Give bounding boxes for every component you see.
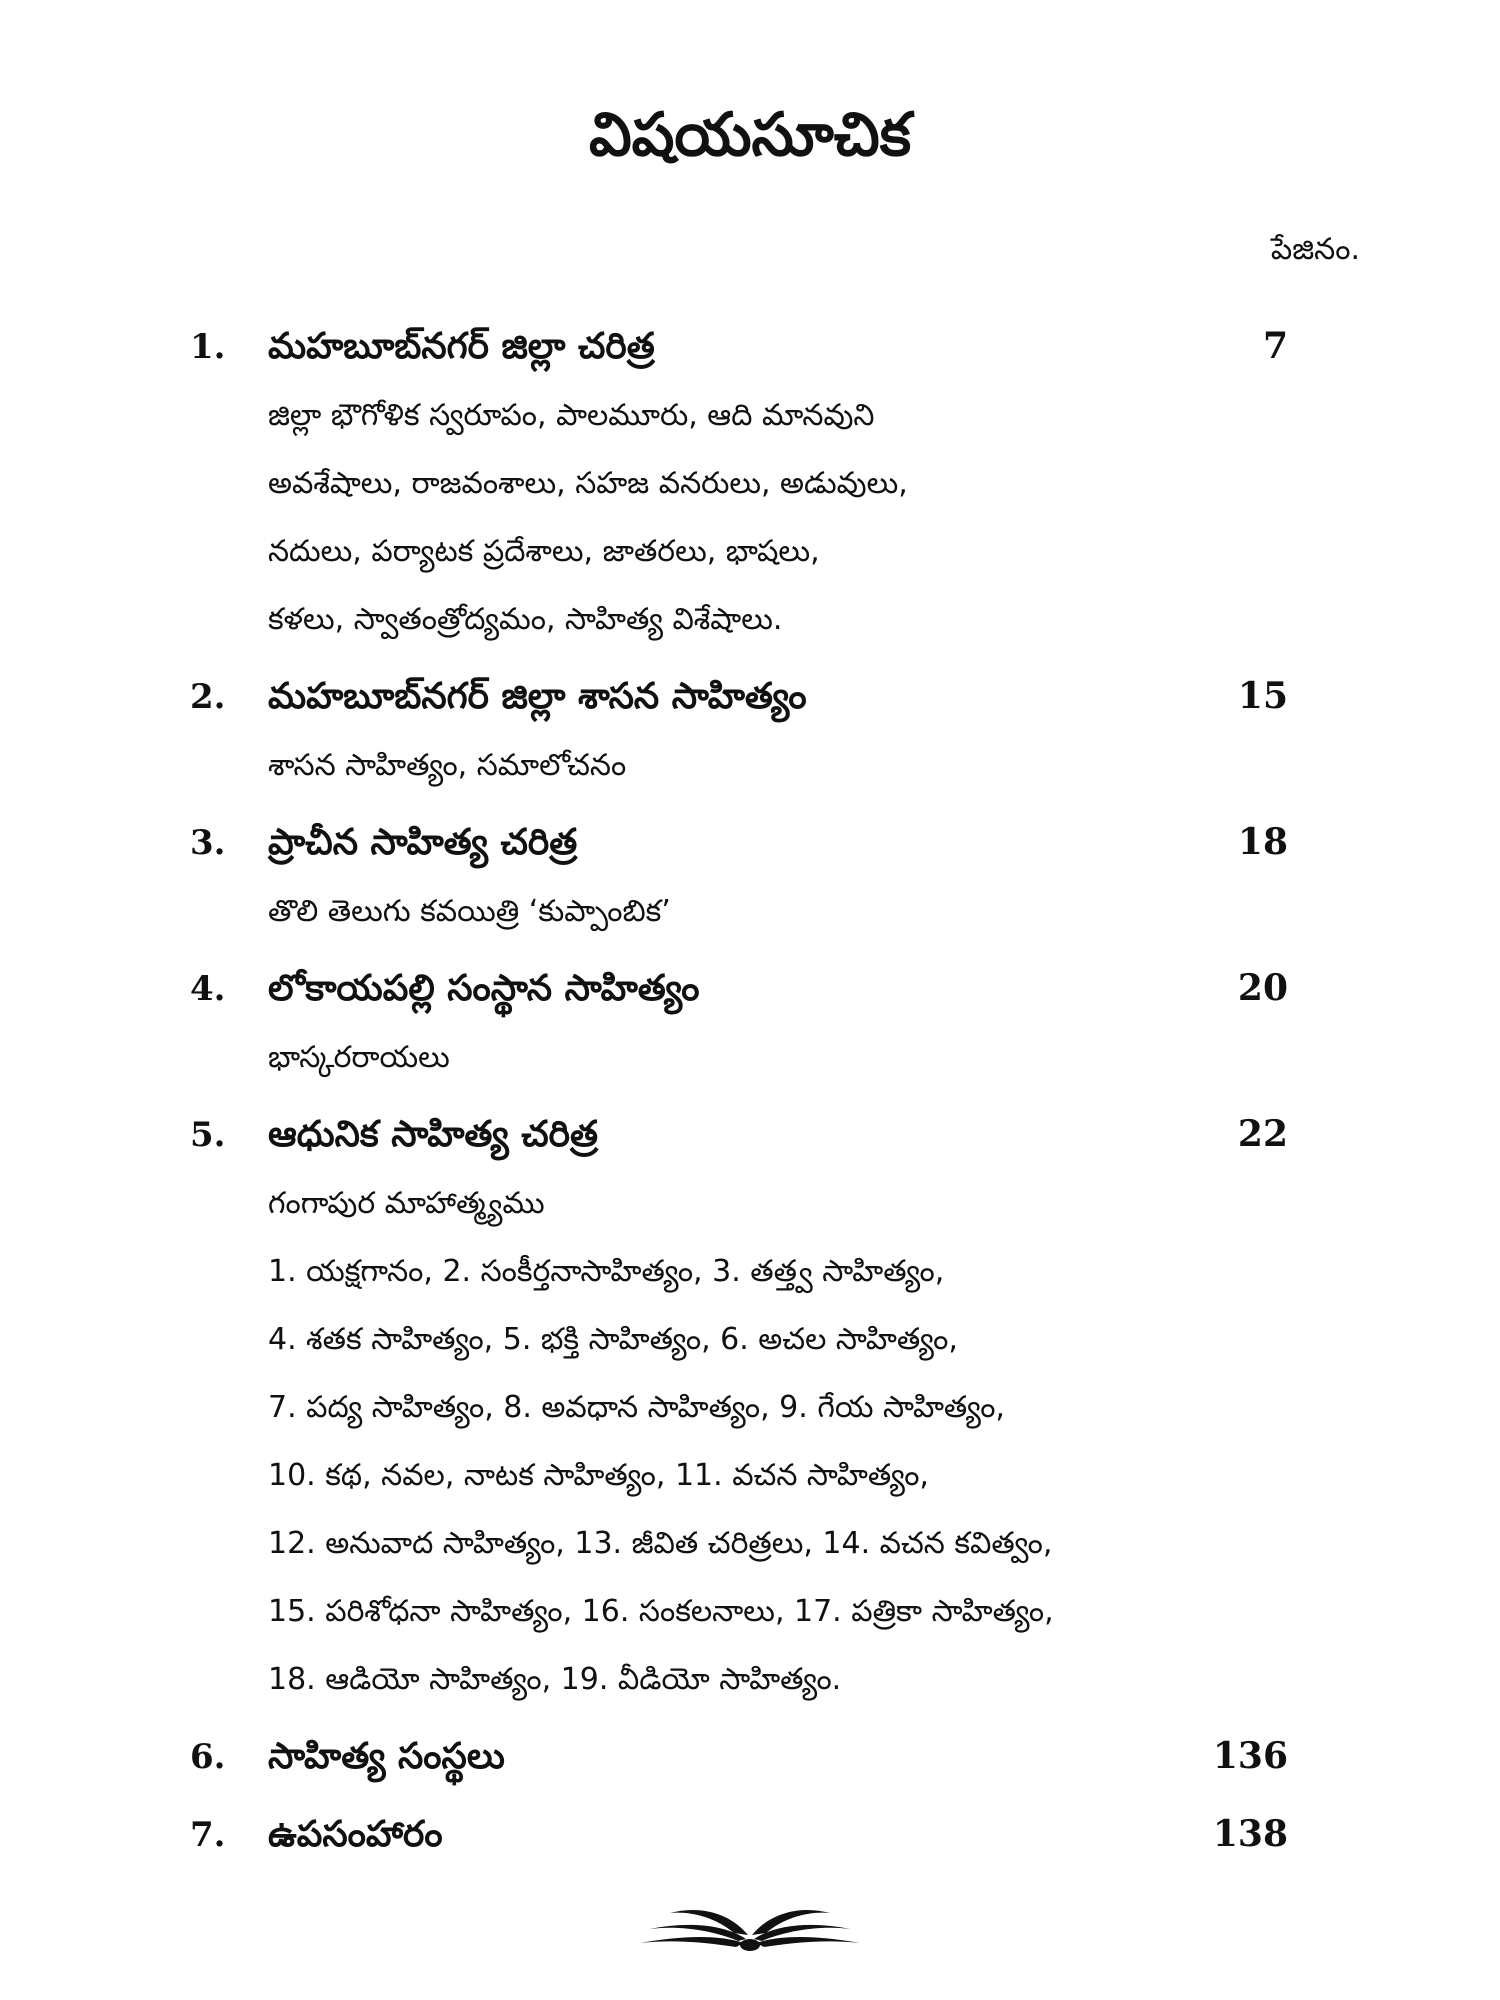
entry-title: ఆధునిక సాహిత్య చరిత్ర	[268, 1114, 598, 1155]
table-of-contents	[190, 310, 1360, 1876]
entry-subtopic-line: శాసన సాహిత్యం, సమాలోచనం	[268, 748, 627, 783]
entry-page-number: 20	[1237, 967, 1288, 1009]
entry-subtopic-line: అవశేషాలు, రాజవంశాలు, సహజ వనరులు, అడువులు,	[268, 466, 908, 501]
entry-subtopic-line: భాస్కరరాయలు	[268, 1040, 450, 1075]
entry-title: సాహిత్య సంస్థలు	[268, 1736, 505, 1777]
entry-subtopic-line: 1. యక్షగానం, 2. సంకీర్తనాసాహిత్యం, 3. తత్త్వ సాహిత్యం,	[268, 1254, 945, 1289]
entry-number: 5.	[190, 1115, 226, 1155]
entry-page-number: 7	[1262, 325, 1288, 367]
entry-subtopic-line: 12. అనువాద సాహిత్యం, 13. జీవిత చరిత్రలు, 14. వచన కవిత్వం,	[268, 1526, 1053, 1561]
entry-page-number: 22	[1237, 1113, 1288, 1155]
entry-subtopic-line: నదులు, పర్యాటక ప్రదేశాలు, జాతరలు, భాషలు,	[268, 534, 820, 569]
entry-subtopic-line: 18. ఆడియో సాహిత్యం, 19. వీడియో సాహిత్యం.	[268, 1662, 842, 1697]
entry-subtopic-line: కళలు, స్వాతంత్రోద్యమం, సాహిత్య విశేషాలు.	[268, 602, 783, 637]
entry-title: లోకాయపల్లి సంస్థాన సాహిత్యం	[268, 968, 700, 1009]
entry-subtopic-line: గంగాపుర మాహాత్మ్యము	[268, 1186, 545, 1221]
entry-number: 4.	[190, 969, 226, 1009]
entry-subtopic-line: 7. పద్య సాహిత్యం, 8. అవధాన సాహిత్యం, 9. గేయ సాహిత్యం,	[268, 1390, 1005, 1425]
entry-page-number: 18	[1237, 821, 1288, 863]
entry-page-number: 136	[1212, 1735, 1288, 1777]
entry-number: 7.	[190, 1815, 226, 1855]
entry-title: మహబూబ్‌నగర్ జిల్లా చరిత్ర	[268, 326, 655, 367]
toc-entry-6	[190, 1720, 1360, 1792]
entry-number: 6.	[190, 1737, 226, 1777]
toc-entry-2	[190, 660, 1360, 800]
entry-number: 2.	[190, 677, 226, 717]
entry-number: 3.	[190, 823, 226, 863]
toc-entry-1	[190, 310, 1360, 654]
leaf-flourish-icon	[630, 1895, 870, 1955]
toc-entry-3	[190, 806, 1360, 946]
page-number-column-label: పేజినం.	[1270, 232, 1360, 267]
entry-title: మహబూబ్‌నగర్ జిల్లా శాసన సాహిత్యం	[268, 676, 807, 717]
entry-title: ఉపసంహారం	[268, 1814, 443, 1855]
entry-page-number: 15	[1237, 675, 1288, 717]
entry-subtopic-line: 10. కథ, నవల, నాటక సాహిత్యం, 11. వచన సాహిత్యం,	[268, 1458, 929, 1493]
toc-entry-4	[190, 952, 1360, 1092]
entry-page-number: 138	[1212, 1813, 1288, 1855]
entry-subtopic-line: తొలి తెలుగు కవయిత్రి ‘కుప్పాంబిక’	[268, 894, 671, 929]
page-title: విషయసూచిక	[588, 100, 912, 170]
entry-subtopic-line: జిల్లా భౌగోళిక స్వరూపం, పాలమూరు, ఆది మానవుని	[268, 398, 875, 433]
entry-subtopic-line: 4. శతక సాహిత్యం, 5. భక్తి సాహిత్యం, 6. అచల సాహిత్యం,	[268, 1322, 958, 1357]
entry-title: ప్రాచీన సాహిత్య చరిత్ర	[268, 822, 578, 863]
toc-entry-7	[190, 1798, 1360, 1870]
toc-entry-5	[190, 1098, 1360, 1714]
entry-number: 1.	[190, 327, 226, 367]
entry-subtopic-line: 15. పరిశోధనా సాహిత్యం, 16. సంకలనాలు, 17. పత్రికా సాహిత్యం,	[268, 1594, 1054, 1629]
